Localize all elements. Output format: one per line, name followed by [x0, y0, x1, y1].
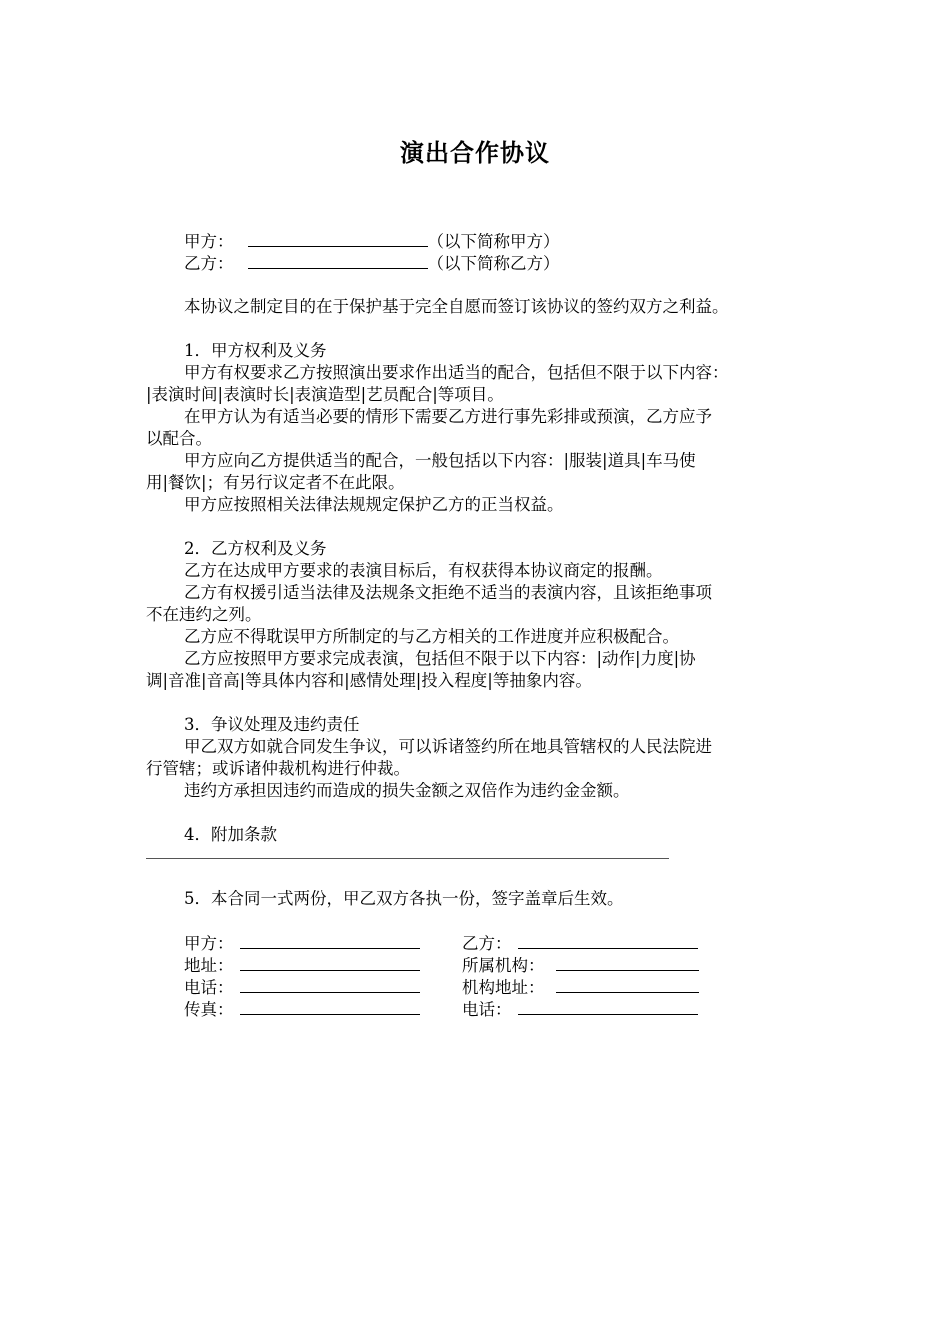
sig-blank[interactable]: [518, 932, 698, 949]
sig-label: 甲方：: [184, 934, 234, 953]
sig-label: 传真：: [184, 1000, 234, 1019]
section1-heading: 1．甲方权利及义务: [184, 341, 327, 360]
sig-label: 所属机构：: [462, 956, 545, 975]
sig-left-row: [184, 954, 420, 977]
intro-paragraph: 本协议之制定目的在于保护基于完全自愿而签订该协议的签约双方之利益。: [184, 297, 729, 316]
section3-heading: 3．争议处理及违约责任: [184, 715, 360, 734]
section1-line: 甲方应向乙方提供适当的配合，一般包括以下内容：|服装|道具|车马使: [184, 451, 696, 470]
sig-blank[interactable]: [240, 976, 420, 993]
sig-left-row: [184, 976, 420, 999]
section2-line: 不在违约之列。: [146, 605, 262, 624]
sig-blank[interactable]: [240, 932, 420, 949]
section2-line: 调|音准|音高|等具体内容和|感情处理|投入程度|等抽象内容。: [146, 671, 592, 690]
section4-heading: 4．附加条款: [184, 825, 277, 844]
section1-line: |表演时间|表演时长|表演造型|艺员配合|等项目。: [146, 385, 504, 404]
section5-text: 5．本合同一式两份，甲乙双方各执一份，签字盖章后生效。: [184, 889, 624, 908]
section2-line: 乙方应按照甲方要求完成表演，包括但不限于以下内容：|动作|力度|协: [184, 649, 696, 668]
section2-line: 乙方有权援引适当法律及法规条文拒绝不适当的表演内容，且该拒绝事项: [184, 583, 712, 602]
sig-right-row: [462, 932, 698, 955]
sig-left-row: [184, 998, 420, 1021]
sig-blank[interactable]: [556, 954, 699, 971]
document-title: 演出合作协议: [400, 139, 550, 167]
sig-right-row: [462, 976, 699, 999]
party-a-blank[interactable]: [248, 230, 428, 247]
section1-line: 用|餐饮|；有另行议定者不在此限。: [146, 473, 405, 492]
sig-label: 电话：: [184, 978, 234, 997]
sig-blank[interactable]: [240, 998, 420, 1015]
sig-blank[interactable]: [240, 954, 420, 971]
party-a-note: （以下简称甲方）: [427, 232, 560, 251]
section1-line: 在甲方认为有适当必要的情形下需要乙方进行事先彩排或预演，乙方应予: [184, 407, 712, 426]
party-b-note: （以下简称乙方）: [427, 254, 560, 273]
sig-blank[interactable]: [518, 998, 698, 1015]
additional-terms-line[interactable]: [146, 858, 669, 859]
section2-line: 乙方在达成甲方要求的表演目标后，有权获得本协议商定的报酬。: [184, 561, 663, 580]
sig-right-row: [462, 954, 699, 977]
sig-label: 乙方：: [462, 934, 512, 953]
sig-label: 地址：: [184, 956, 234, 975]
section1-line: 甲方应按照相关法律法规规定保护乙方的正当权益。: [184, 495, 564, 514]
section2-line: 乙方应不得耽误甲方所制定的与乙方相关的工作进度并应积极配合。: [184, 627, 679, 646]
sig-left-row: [184, 932, 420, 955]
party-a-label: 甲方：: [184, 232, 234, 251]
party-b-blank[interactable]: [248, 252, 428, 269]
party-b-line: [184, 252, 560, 275]
party-b-label: 乙方：: [184, 254, 234, 273]
section1-line: 以配合。: [146, 429, 212, 448]
party-a-line: [184, 230, 560, 253]
section3-line: 甲乙双方如就合同发生争议，可以诉诸签约所在地具管辖权的人民法院进: [184, 737, 712, 756]
section3-line: 违约方承担因违约而造成的损失金额之双倍作为违约金金额。: [184, 781, 630, 800]
sig-label: 电话：: [462, 1000, 512, 1019]
sig-label: 机构地址：: [462, 978, 545, 997]
section3-line: 行管辖；或诉诸仲裁机构进行仲裁。: [146, 759, 410, 778]
section2-heading: 2．乙方权利及义务: [184, 539, 327, 558]
sig-blank[interactable]: [556, 976, 699, 993]
sig-right-row: [462, 998, 698, 1021]
section1-line: 甲方有权要求乙方按照演出要求作出适当的配合，包括但不限于以下内容：: [184, 363, 729, 382]
